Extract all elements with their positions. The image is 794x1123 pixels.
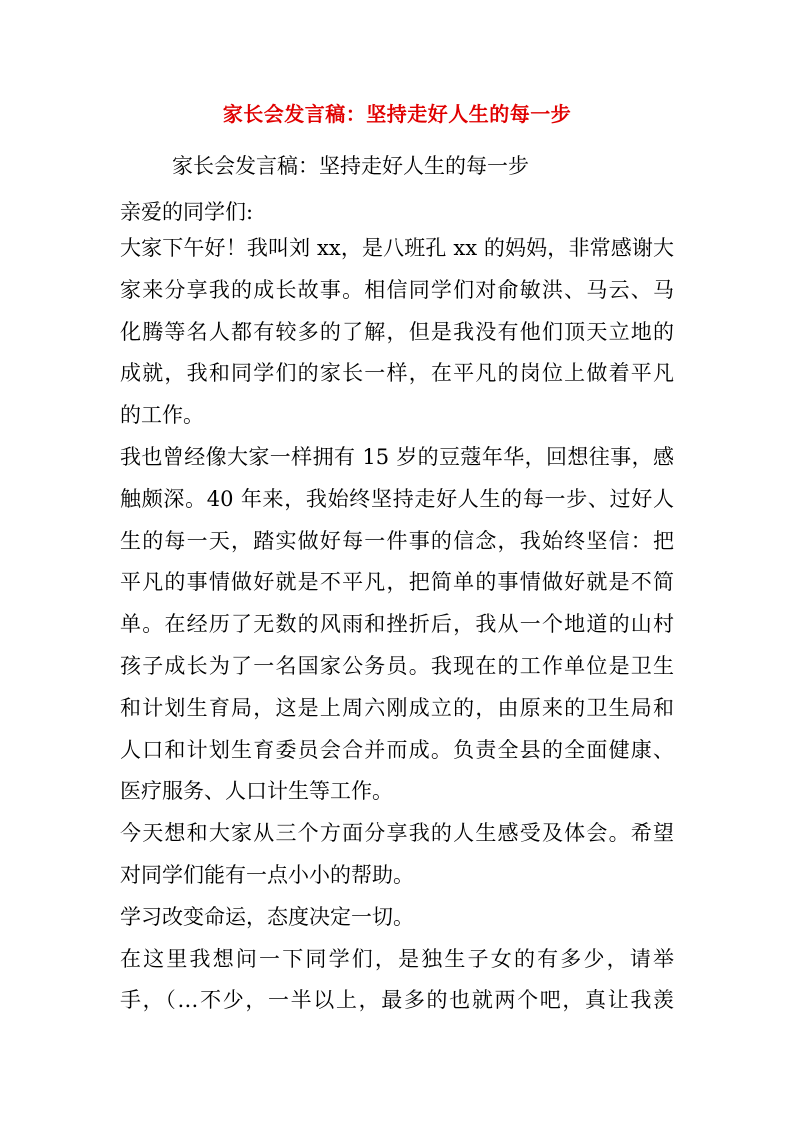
body-line: 对同学们能有一点小小的帮助。: [120, 862, 414, 887]
body-line: 学习改变命运，态度决定一切。: [120, 904, 414, 929]
body-line: 医疗服务、人口计生等工作。: [120, 779, 393, 804]
body-line: 今天想和大家从三个方面分享我的人生感受及体会。希望: [120, 821, 674, 846]
body-line: 成就，我和同学们的家长一样，在平凡的岗位上做着平凡: [120, 361, 674, 386]
greeting-line: 亲爱的同学们:: [120, 200, 254, 224]
body-line: 孩子成长为了一名国家公务员。我现在的工作单位是卫生: [120, 653, 674, 678]
body-line: 在这里我想问一下同学们，是独生子女的有多少，请举: [120, 946, 674, 971]
body-line: 的工作。: [120, 403, 204, 428]
body-line: 人口和计划生育委员会合并而成。负责全县的全面健康、: [120, 737, 674, 762]
body-line: 和计划生育局，这是上周六刚成立的，由原来的卫生局和: [120, 695, 674, 720]
body-line: 单。在经历了无数的风雨和挫折后，我从一个地道的山村: [120, 612, 674, 637]
body-line: 化腾等名人都有较多的了解，但是我没有他们顶天立地的: [120, 319, 674, 344]
body-line: 大家下午好！我叫刘 xx，是八班孔 xx 的妈妈，非常感谢大: [120, 236, 674, 260]
body-line: 平凡的事情做好就是不平凡，把简单的事情做好就是不简: [120, 570, 674, 595]
body-line: 触颇深。40 年来，我始终坚持走好人生的每一步、过好人: [120, 486, 674, 511]
body-line: 我也曾经像大家一样拥有 15 岁的豆蔻年华，回想往事，感: [120, 444, 674, 469]
body-line: 手，（…不少，一半以上，最多的也就两个吧，真让我羡: [120, 988, 674, 1013]
document-title: 家长会发言稿：坚持走好人生的每一步: [222, 102, 572, 126]
document-subtitle: 家长会发言稿：坚持走好人生的每一步: [172, 154, 529, 178]
body-line: 生的每一天，踏实做好每一件事的信念，我始终坚信：把: [120, 528, 674, 553]
body-line: 家来分享我的成长故事。相信同学们对俞敏洪、马云、马: [120, 277, 674, 302]
document-body: [120, 232, 674, 1026]
